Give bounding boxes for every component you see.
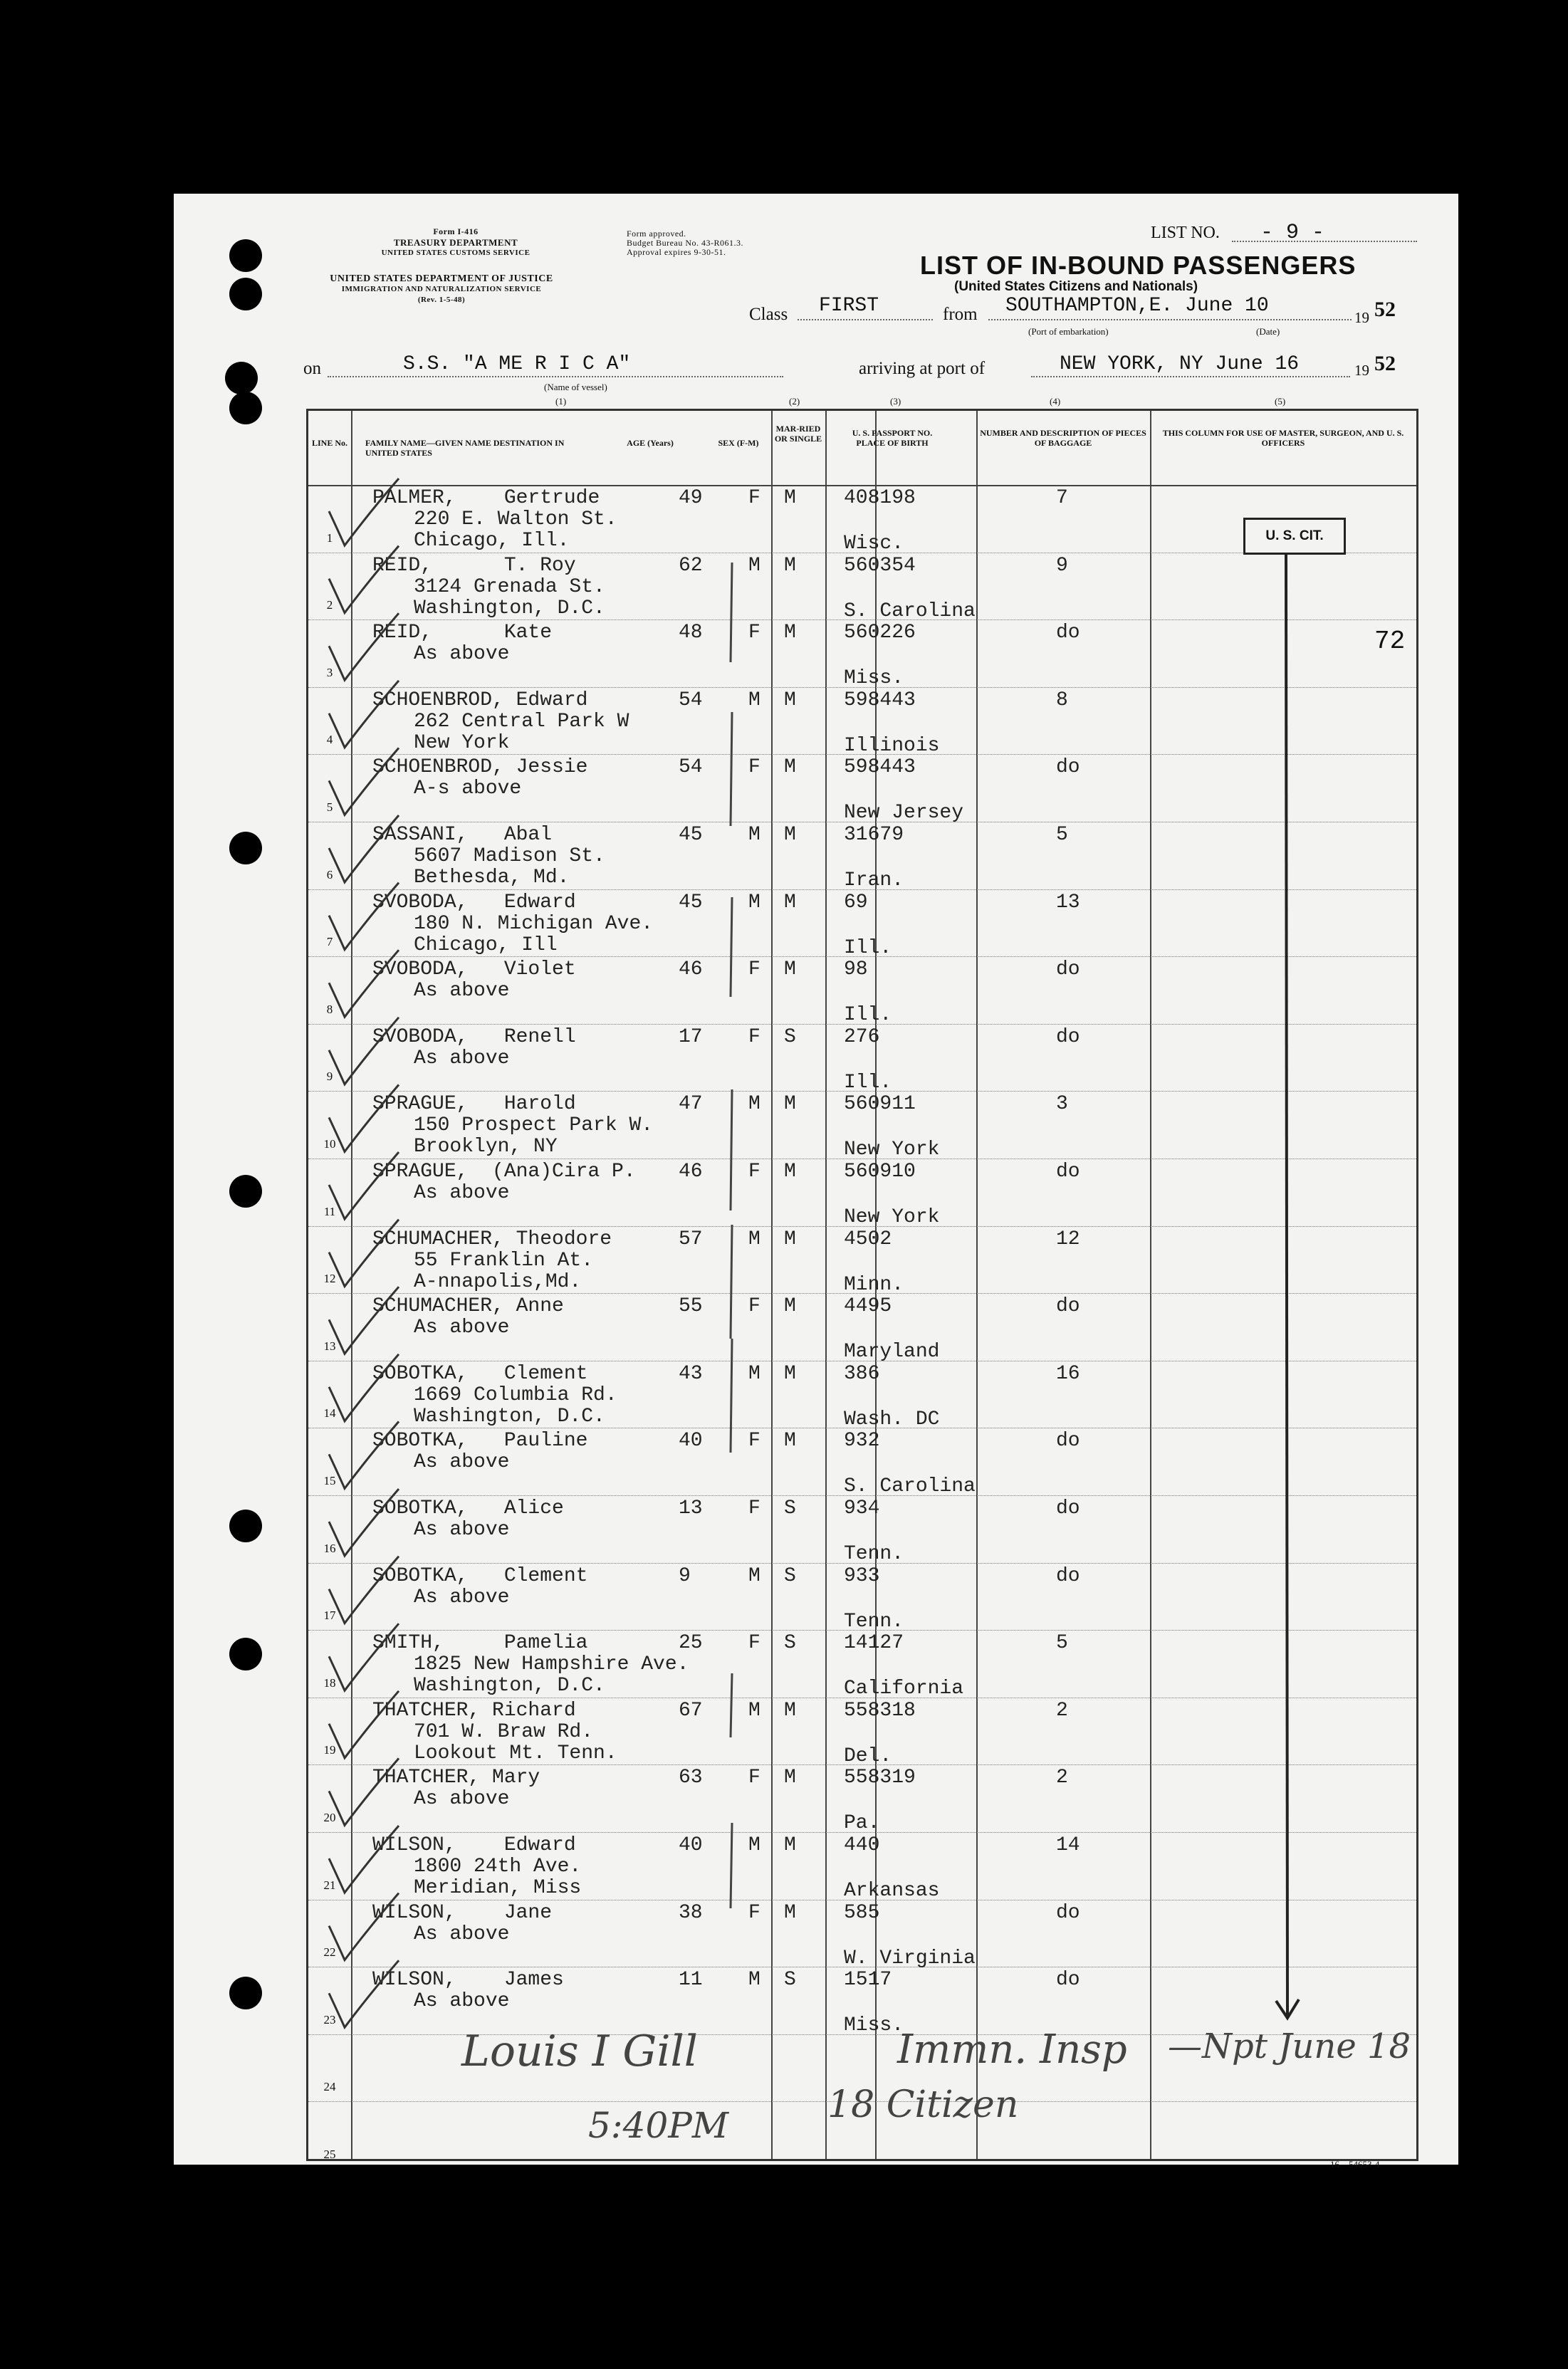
passport-number: 934 — [844, 1497, 880, 1520]
passport-number: 598443 — [844, 689, 916, 711]
line-number: 23 — [323, 2012, 336, 2027]
punch-hole — [229, 1510, 262, 1542]
passenger-marital-status: M — [784, 1295, 796, 1318]
baggage-count: 3 — [1056, 1093, 1068, 1116]
passenger-destination: 3124 Grenada St. — [414, 575, 605, 598]
passport-number: 598443 — [844, 756, 916, 779]
line-number: 3 — [326, 665, 333, 679]
col-header-sex: SEX (F-M) — [718, 438, 759, 448]
footer-code: 16—54653-4 — [1330, 2159, 1380, 2170]
place-of-birth: Miss. — [844, 2014, 904, 2037]
class-value: FIRST — [819, 295, 879, 317]
passenger-destination: Chicago, Ill — [414, 934, 558, 956]
passport-number: 14127 — [844, 1632, 904, 1655]
passenger-destination: Brooklyn, NY — [414, 1136, 558, 1159]
place-of-birth: California — [844, 1678, 964, 1700]
passenger-destination: Chicago, Ill. — [414, 530, 570, 552]
col-header-baggage: NUMBER AND DESCRIPTION OF PIECES OF BAGGAGE — [980, 428, 1146, 448]
passenger-age: 11 — [679, 1969, 703, 1992]
passenger-sex: M — [748, 1362, 761, 1385]
passenger-destination: 1800 24th Ave. — [414, 1856, 582, 1878]
baggage-count: do — [1056, 1497, 1080, 1520]
passport-number: 31679 — [844, 824, 904, 846]
passport-number: 386 — [844, 1362, 880, 1385]
year2-value: 52 — [1374, 352, 1396, 375]
place-of-birth: Tenn. — [844, 1543, 904, 1565]
passenger-marital-status: M — [784, 689, 796, 711]
passenger-marital-status: M — [784, 622, 796, 644]
passenger-marital-status: S — [784, 1969, 796, 1992]
from-value: SOUTHAMPTON,E. June 10 — [1005, 295, 1269, 317]
list-no-value: - 9 - — [1260, 221, 1325, 245]
passenger-destination: A-s above — [414, 778, 522, 800]
col-header-line-no: LINE No. — [311, 438, 347, 448]
baggage-count: do — [1056, 958, 1080, 981]
passenger-name: SPRAGUE, Harold — [372, 1093, 576, 1116]
place-of-birth: S. Carolina — [844, 600, 976, 622]
passenger-name: SCHOENBROD, Edward — [372, 689, 588, 711]
col-header-married: MAR-RIED OR SINGLE — [774, 424, 822, 444]
citizen-count: 18 Citizen — [827, 2083, 1019, 2126]
passenger-sex: F — [748, 1901, 761, 1924]
form-block: Form I-416 TREASURY DEPARTMENT UNITED STATES CUSTOMS SERVICE — [381, 226, 530, 257]
passenger-sex: F — [748, 1295, 761, 1318]
passenger-name: SOBOTKA, Pauline — [372, 1430, 588, 1453]
passenger-marital-status: M — [784, 554, 796, 577]
passenger-marital-status: M — [784, 1834, 796, 1856]
passenger-destination: As above — [414, 1182, 510, 1204]
passenger-sex: F — [748, 1497, 761, 1520]
passenger-destination: 5607 Madison St. — [414, 845, 605, 867]
passenger-name: SOBOTKA, Alice — [372, 1497, 564, 1520]
passenger-destination: New York — [414, 731, 510, 754]
passenger-age: 49 — [679, 487, 703, 509]
passport-number: 932 — [844, 1430, 880, 1453]
passenger-destination: Lookout Mt. Tenn. — [414, 1742, 617, 1764]
passenger-marital-status: M — [784, 824, 796, 846]
passenger-age: 55 — [679, 1295, 703, 1318]
passenger-age: 46 — [679, 958, 703, 981]
punch-hole — [229, 1977, 262, 2009]
line-number: 14 — [323, 1406, 336, 1421]
passenger-sex: F — [748, 1161, 761, 1183]
passenger-destination: Washington, D.C. — [414, 597, 605, 619]
baggage-count: 8 — [1056, 689, 1068, 711]
line-number: 13 — [323, 1339, 336, 1353]
year1-prefix: 19 — [1354, 309, 1369, 326]
place-of-birth: Ill. — [844, 936, 892, 959]
passenger-sex: F — [748, 1767, 761, 1789]
line-number: 2 — [326, 598, 333, 612]
passenger-marital-status: M — [784, 891, 796, 914]
baggage-count: do — [1056, 1969, 1080, 1992]
punch-hole — [229, 1638, 262, 1670]
passport-number: 560354 — [844, 554, 916, 577]
passport-number: 276 — [844, 1025, 880, 1048]
passenger-destination: As above — [414, 1586, 510, 1609]
line-number: 21 — [323, 1878, 336, 1892]
passenger-age: 62 — [679, 554, 703, 577]
passenger-marital-status: M — [784, 756, 796, 779]
passenger-destination: 150 Prospect Park W. — [414, 1114, 654, 1137]
page-subtitle: (United States Citizens and Nationals) — [954, 279, 1198, 294]
passenger-sex: M — [748, 689, 761, 711]
place-of-birth: New York — [844, 1206, 940, 1228]
punch-hole — [229, 239, 262, 272]
place-of-birth: Wisc. — [844, 533, 904, 555]
col-number-4: (4) — [1050, 396, 1061, 407]
line-number: 17 — [323, 1609, 336, 1623]
passport-number: 1517 — [844, 1969, 892, 1992]
passport-number: 933 — [844, 1564, 880, 1587]
col-header-passport: U. S. PASSPORT NO. PLACE OF BIRTH — [852, 428, 933, 448]
passenger-age: 13 — [679, 1497, 703, 1520]
passenger-marital-status: S — [784, 1497, 796, 1520]
line-number: 20 — [323, 1811, 336, 1824]
baggage-count: do — [1056, 1161, 1080, 1183]
inspector-signature: Louis I Gill — [461, 2027, 698, 2076]
arrival-line — [1031, 376, 1350, 377]
place-of-birth: Iran. — [844, 869, 904, 891]
passport-number: 560910 — [844, 1161, 916, 1183]
passenger-age: 46 — [679, 1161, 703, 1183]
passenger-name: PALMER, Gertrude — [372, 487, 600, 509]
inspection-time: 5:40PM — [588, 2105, 729, 2146]
year2-prefix: 19 — [1354, 362, 1369, 379]
passenger-marital-status: M — [784, 1430, 796, 1453]
passenger-sex: F — [748, 1430, 761, 1453]
passenger-destination: 262 Central Park W — [414, 710, 629, 733]
passport-number: 558318 — [844, 1699, 916, 1722]
passenger-destination: Meridian, Miss — [414, 1877, 582, 1899]
year1-value: 52 — [1374, 298, 1396, 321]
passenger-age: 67 — [679, 1699, 703, 1722]
passenger-name: THATCHER, Richard — [372, 1699, 576, 1722]
punch-hole — [229, 832, 262, 864]
place-of-birth: Wash. DC — [844, 1408, 940, 1431]
passenger-age: 57 — [679, 1228, 703, 1250]
col-number-1: (1) — [555, 396, 567, 407]
passenger-sex: M — [748, 1699, 761, 1722]
place-of-birth: Arkansas — [844, 1880, 940, 1902]
from-label: from — [943, 305, 978, 324]
place-of-birth: Illinois — [844, 734, 940, 757]
passenger-name: SPRAGUE, (Ana)Cira P. — [372, 1161, 636, 1183]
arriving-label: arriving at port of — [859, 359, 986, 378]
passport-number: 560226 — [844, 622, 916, 644]
line-number: 16 — [323, 1541, 336, 1555]
passenger-age: 54 — [679, 756, 703, 779]
passenger-destination: As above — [414, 1451, 510, 1474]
baggage-count: 13 — [1056, 891, 1080, 914]
class-line — [798, 319, 933, 320]
margin-note: 72 — [1374, 627, 1406, 656]
list-no-line — [1232, 241, 1417, 242]
baggage-count: 2 — [1056, 1699, 1068, 1722]
passport-number: 4495 — [844, 1295, 892, 1318]
passenger-destination: Bethesda, Md. — [414, 867, 570, 889]
passenger-name: SCHUMACHER, Anne — [372, 1295, 564, 1318]
place-of-birth: New York — [844, 1139, 940, 1161]
passenger-marital-status: M — [784, 1093, 796, 1116]
line-number: 22 — [323, 1945, 336, 1960]
passenger-destination: 701 W. Braw Rd. — [414, 1720, 594, 1743]
place-of-birth: W. Virginia — [844, 1947, 976, 1970]
passenger-name: SMITH, Pamelia — [372, 1632, 588, 1655]
baggage-count: 16 — [1056, 1362, 1080, 1385]
passenger-sex: M — [748, 1834, 761, 1856]
passenger-marital-status: M — [784, 1699, 796, 1722]
baggage-count: 5 — [1056, 824, 1068, 846]
passenger-destination: As above — [414, 1047, 510, 1070]
passenger-age: 25 — [679, 1632, 703, 1655]
passenger-sex: F — [748, 487, 761, 509]
passenger-name: SOBOTKA, Clement — [372, 1564, 588, 1587]
baggage-count: 9 — [1056, 554, 1068, 577]
passenger-destination: 180 N. Michigan Ave. — [414, 912, 654, 935]
passenger-marital-status: M — [784, 487, 796, 509]
passenger-marital-status: S — [784, 1025, 796, 1048]
line-number: 24 — [323, 2080, 336, 2094]
punch-hole — [229, 392, 262, 424]
baggage-count: do — [1056, 1295, 1080, 1318]
line-number: 4 — [326, 733, 333, 747]
punch-hole — [229, 1175, 262, 1208]
port-caption: (Port of embarkation) — [1028, 326, 1109, 337]
passenger-marital-status: M — [784, 1767, 796, 1789]
place-of-birth: Minn. — [844, 1273, 904, 1296]
passenger-name: SASSANI, Abal — [372, 824, 553, 846]
col-header-name: FAMILY NAME—GIVEN NAME DESTINATION IN UNITED STATES — [365, 438, 565, 458]
place-of-birth: New Jersey — [844, 802, 964, 825]
passenger-destination: As above — [414, 1519, 510, 1541]
passenger-destination: As above — [414, 643, 510, 666]
baggage-count: 12 — [1056, 1228, 1080, 1250]
page-title: LIST OF IN-BOUND PASSENGERS — [920, 251, 1357, 280]
passenger-name: SOBOTKA, Clement — [372, 1362, 588, 1385]
passport-number: 440 — [844, 1834, 880, 1856]
baggage-count: do — [1056, 1430, 1080, 1453]
line-number: 11 — [323, 1204, 336, 1218]
date-caption: (Date) — [1256, 326, 1280, 337]
passenger-marital-status: M — [784, 1901, 796, 1924]
place-of-birth: S. Carolina — [844, 1475, 976, 1498]
passenger-destination: 1669 Columbia Rd. — [414, 1384, 617, 1406]
passenger-age: 63 — [679, 1767, 703, 1789]
vessel-line — [328, 376, 783, 377]
passenger-age: 45 — [679, 891, 703, 914]
inspector-title: Immn. Insp — [897, 2027, 1127, 2073]
passenger-sex: M — [748, 1969, 761, 1992]
passenger-destination: 220 E. Walton St. — [414, 508, 617, 530]
place-of-birth: Maryland — [844, 1341, 940, 1364]
passenger-age: 40 — [679, 1430, 703, 1453]
passport-number: 98 — [844, 958, 868, 981]
passenger-marital-status: S — [784, 1632, 796, 1655]
passenger-name: SVOBODA, Edward — [372, 891, 576, 914]
list-no-label: LIST NO. — [1151, 224, 1220, 242]
approval-block: Form approved. Budget Bureau No. 43-R061.3. Approval expires 9-30-51. — [627, 229, 743, 257]
baggage-count: do — [1056, 1025, 1080, 1048]
on-label: on — [303, 359, 321, 378]
line-number: 25 — [323, 2148, 336, 2161]
col-header-officers: THIS COLUMN FOR USE OF MASTER, SURGEON, AND U. S. OFFICERS — [1162, 428, 1404, 448]
line-number: 12 — [323, 1272, 336, 1286]
passenger-sex: F — [748, 1632, 761, 1655]
passenger-marital-status: M — [784, 1161, 796, 1183]
place-of-birth: Pa. — [844, 1812, 880, 1835]
passenger-destination: Washington, D.C. — [414, 1675, 605, 1698]
passenger-marital-status: M — [784, 1228, 796, 1250]
passenger-name: SCHOENBROD, Jessie — [372, 756, 588, 779]
baggage-count: 7 — [1056, 487, 1068, 509]
passenger-sex: F — [748, 958, 761, 981]
passenger-table — [306, 409, 1418, 2161]
col-number-3: (3) — [890, 396, 901, 407]
inspection-date: —Npt June 18 — [1168, 2027, 1411, 2066]
baggage-count: 5 — [1056, 1632, 1068, 1655]
passport-number: 69 — [844, 891, 868, 914]
passenger-sex: M — [748, 1093, 761, 1116]
baggage-count: 2 — [1056, 1767, 1068, 1789]
place-of-birth: Miss. — [844, 667, 904, 690]
vessel-caption: (Name of vessel) — [544, 382, 607, 392]
passenger-sex: F — [748, 756, 761, 779]
col-number-2: (2) — [789, 396, 800, 407]
passport-number: 558319 — [844, 1767, 916, 1789]
baggage-count: do — [1056, 622, 1080, 644]
line-number: 10 — [323, 1137, 336, 1151]
passenger-age: 17 — [679, 1025, 703, 1048]
line-number: 5 — [326, 800, 333, 814]
passenger-name: REID, T. Roy — [372, 554, 576, 577]
passenger-age: 43 — [679, 1362, 703, 1385]
passenger-destination: As above — [414, 1317, 510, 1339]
line-number: 9 — [326, 1070, 333, 1084]
passenger-sex: F — [748, 1025, 761, 1048]
passenger-sex: M — [748, 891, 761, 914]
baggage-count: do — [1056, 1564, 1080, 1587]
line-number: 6 — [326, 867, 333, 882]
passenger-name: WILSON, Jane — [372, 1901, 553, 1924]
passenger-sex: M — [748, 1228, 761, 1250]
passenger-sex: F — [748, 622, 761, 644]
col-header-age: AGE (Years) — [627, 438, 674, 448]
punch-hole — [229, 278, 262, 310]
us-citizen-stamp: U. S. CIT. — [1243, 518, 1346, 555]
place-of-birth: Ill. — [844, 1004, 892, 1027]
passenger-name: SCHUMACHER, Theodore — [372, 1228, 612, 1250]
class-label: Class — [749, 305, 788, 324]
passenger-sex: M — [748, 1564, 761, 1587]
passenger-age: 40 — [679, 1834, 703, 1856]
passenger-age: 54 — [679, 689, 703, 711]
place-of-birth: Del. — [844, 1745, 892, 1767]
passport-number: 560911 — [844, 1093, 916, 1116]
passenger-destination: As above — [414, 1788, 510, 1811]
baggage-count: do — [1056, 1901, 1080, 1924]
from-line — [988, 319, 1352, 320]
line-number: 15 — [323, 1474, 336, 1487]
baggage-count: do — [1056, 756, 1080, 779]
line-number: 1 — [326, 530, 333, 545]
line-number: 18 — [323, 1675, 336, 1690]
line-number: 7 — [326, 935, 333, 949]
passenger-name: SVOBODA, Renell — [372, 1025, 576, 1048]
passenger-sex: M — [748, 824, 761, 846]
passenger-destination: As above — [414, 980, 510, 1003]
passenger-sex: M — [748, 554, 761, 577]
passenger-age: 38 — [679, 1901, 703, 1924]
place-of-birth: Ill. — [844, 1071, 892, 1094]
passenger-destination: 1825 New Hampshire Ave. — [414, 1653, 689, 1676]
passenger-age: 47 — [679, 1093, 703, 1116]
line-number: 8 — [326, 1002, 333, 1016]
passenger-name: SVOBODA, Violet — [372, 958, 576, 981]
baggage-count: 14 — [1056, 1834, 1080, 1856]
passenger-marital-status: M — [784, 958, 796, 981]
justice-block: UNITED STATES DEPARTMENT OF JUSTICE IMMIGRATION AND NATURALIZATION SERVICE (Rev. 1-5-48) — [330, 273, 553, 304]
passport-number: 4502 — [844, 1228, 892, 1250]
vessel-value: S.S. "A ME R I C A" — [403, 353, 631, 375]
passenger-destination: As above — [414, 1923, 510, 1945]
arrival-value: NEW YORK, NY June 16 — [1060, 353, 1300, 375]
passenger-name: WILSON, Edward — [372, 1834, 576, 1856]
passenger-name: REID, Kate — [372, 622, 553, 644]
passenger-destination: 55 Franklin At. — [414, 1249, 594, 1272]
passenger-age: 9 — [679, 1564, 691, 1587]
punch-hole — [225, 362, 258, 394]
col-number-5: (5) — [1275, 396, 1286, 407]
passport-number: 585 — [844, 1901, 880, 1924]
passenger-destination: Washington, D.C. — [414, 1405, 605, 1428]
passenger-name: WILSON, James — [372, 1969, 564, 1992]
passenger-age: 45 — [679, 824, 703, 846]
passenger-destination: As above — [414, 1990, 510, 2013]
passenger-marital-status: M — [784, 1362, 796, 1385]
passport-number: 408198 — [844, 487, 916, 509]
passenger-marital-status: S — [784, 1564, 796, 1587]
passenger-destination: A-nnapolis,Md. — [414, 1270, 582, 1293]
passenger-name: THATCHER, Mary — [372, 1767, 540, 1789]
place-of-birth: Tenn. — [844, 1610, 904, 1633]
passenger-age: 48 — [679, 622, 703, 644]
line-number: 19 — [323, 1743, 336, 1757]
